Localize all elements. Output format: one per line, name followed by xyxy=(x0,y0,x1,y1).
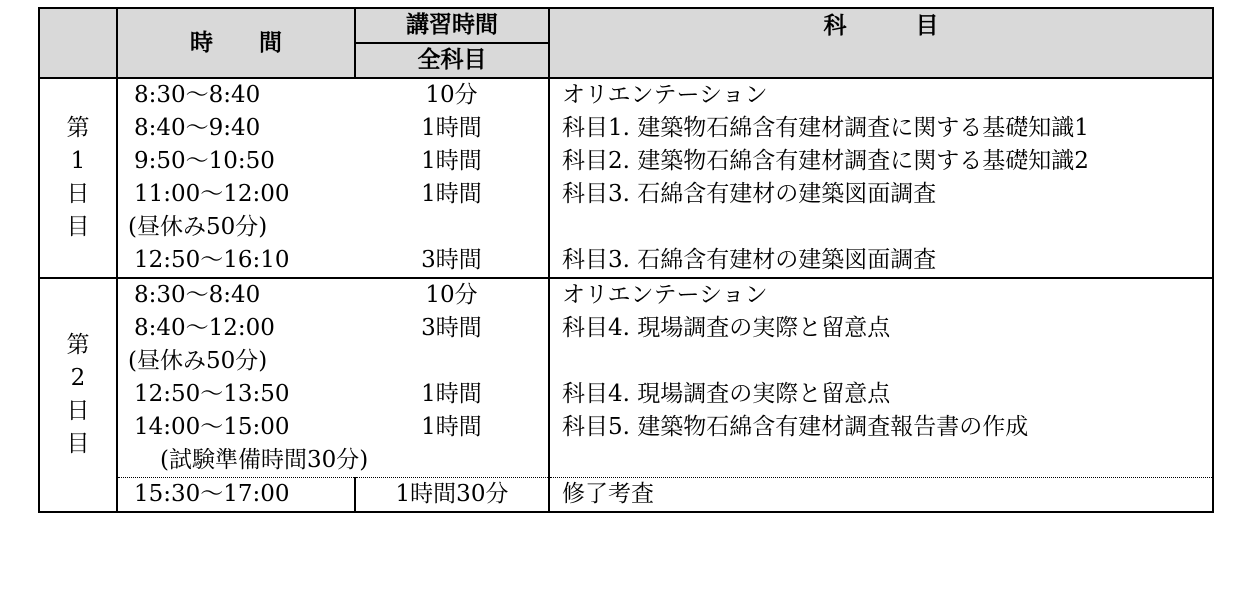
header-subject: 科 目 xyxy=(549,8,1213,43)
header-time: 時 間 xyxy=(117,8,355,78)
day2-row-exam xyxy=(39,478,1213,513)
day1-row-6 xyxy=(39,244,1213,278)
subject: 科目2. 建築物石綿含有建材調査に関する基礎知識2 xyxy=(549,145,1213,178)
day2-row-5 xyxy=(39,411,1213,444)
day2-label: 第 2 日 目 xyxy=(39,278,117,512)
duration: 1時間 xyxy=(355,112,549,145)
time: 8:40～9:40 xyxy=(117,112,355,145)
duration: 1時間 xyxy=(355,145,549,178)
time: 8:30～8:40 xyxy=(117,78,355,112)
day2-row-3 xyxy=(39,345,1213,378)
duration xyxy=(355,345,549,378)
subject: 科目5. 建築物石綿含有建材調査報告書の作成 xyxy=(549,411,1213,444)
time: 8:30～8:40 xyxy=(117,278,355,312)
day1-row-4 xyxy=(39,178,1213,211)
day2-row-2 xyxy=(39,312,1213,345)
subject xyxy=(549,211,1213,244)
subject: 科目1. 建築物石綿含有建材調査に関する基礎知識1 xyxy=(549,112,1213,145)
duration: 1時間30分 xyxy=(355,478,549,513)
day1-row-5 xyxy=(39,211,1213,244)
header-row-1 xyxy=(39,8,1213,43)
duration: 1時間 xyxy=(355,378,549,411)
day1-row-1 xyxy=(39,78,1213,112)
duration: 10分 xyxy=(355,78,549,112)
subject xyxy=(549,444,1213,478)
time: 11:00～12:00 xyxy=(117,178,355,211)
duration: 3時間 xyxy=(355,244,549,278)
subject: オリエンテーション xyxy=(549,78,1213,112)
time: 12:50～16:10 xyxy=(117,244,355,278)
time: 15:30～17:00 xyxy=(117,478,355,513)
duration: 1時間 xyxy=(355,411,549,444)
duration: 10分 xyxy=(355,278,549,312)
duration xyxy=(355,211,549,244)
time: 14:00～15:00 xyxy=(117,411,355,444)
subject: 科目3. 石綿含有建材の建築図面調査 xyxy=(549,178,1213,211)
schedule-table xyxy=(38,7,1214,513)
subject: オリエンテーション xyxy=(549,278,1213,312)
duration: 1時間 xyxy=(355,178,549,211)
header-subject-blank xyxy=(549,43,1213,78)
day1-row-2 xyxy=(39,112,1213,145)
day1-row-3 xyxy=(39,145,1213,178)
time: 12:50～13:50 xyxy=(117,378,355,411)
subject: 科目3. 石綿含有建材の建築図面調査 xyxy=(549,244,1213,278)
lunch-break: (昼休み50分) xyxy=(117,345,355,378)
subject: 修了考査 xyxy=(549,478,1213,513)
header-corner xyxy=(39,8,117,78)
time: 8:40～12:00 xyxy=(117,312,355,345)
subject: 科目4. 現場調査の実際と留意点 xyxy=(549,378,1213,411)
day2-row-1 xyxy=(39,278,1213,312)
duration: 3時間 xyxy=(355,312,549,345)
lunch-break: (昼休み50分) xyxy=(117,211,355,244)
header-duration: 講習時間 xyxy=(355,8,549,43)
day1-label: 第 1 日 目 xyxy=(39,78,117,278)
time: 9:50～10:50 xyxy=(117,145,355,178)
exam-prep-break: (試験準備時間30分) xyxy=(117,444,549,478)
header-duration-sub: 全科目 xyxy=(355,43,549,78)
subject: 科目4. 現場調査の実際と留意点 xyxy=(549,312,1213,345)
subject xyxy=(549,345,1213,378)
day2-row-4 xyxy=(39,378,1213,411)
day2-row-exam-prep xyxy=(39,444,1213,478)
